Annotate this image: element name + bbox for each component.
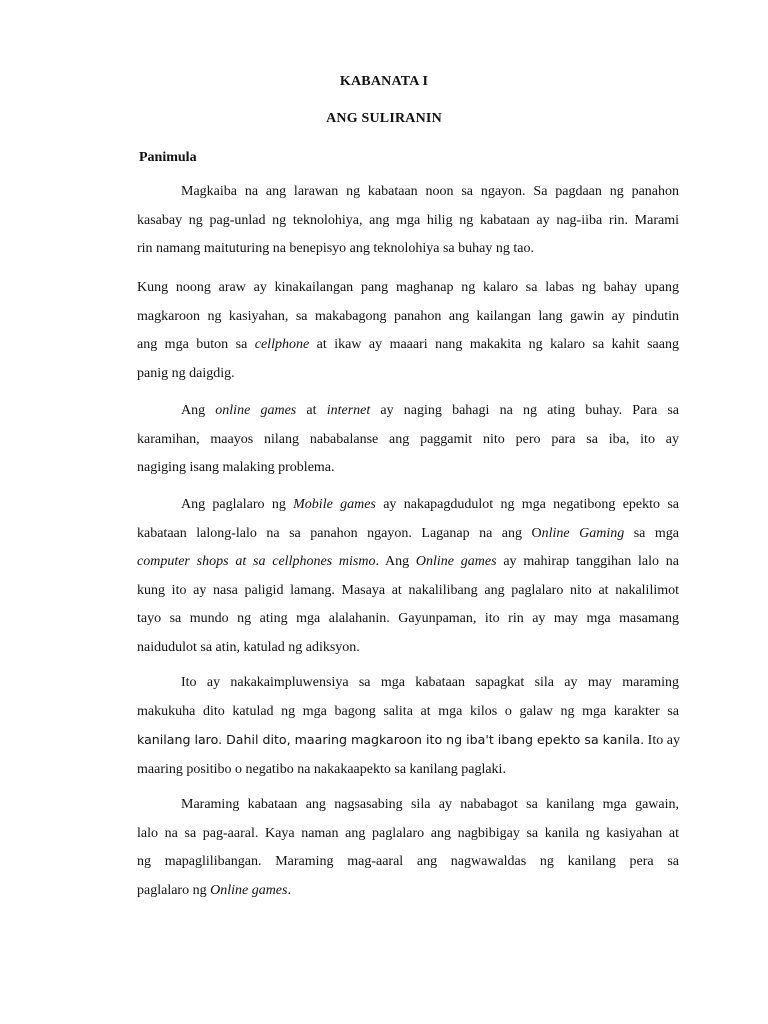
paragraph-line [137,726,679,756]
text-run: at ikaw ay maaari nang makakita ng kalaro sa kahit saang [309,337,679,352]
paragraph-line [137,491,679,520]
paragraph-line [137,331,679,360]
text-run: paglalaro ng [137,882,211,898]
text-run: kanilang laro. Dahil dito, maaring magkaroon ito ng iba't ibang epekto sa kanila. [137,732,645,747]
italic-text: computer shops at sa cellphones mismo [137,554,376,569]
paragraph-line [137,669,679,698]
text-run: sa mga [624,525,679,541]
text-run: lalo na sa pag-aaral. Kaya naman ang paglalaro ang nagbibigay sa kanila ng kasiyahan at [137,825,679,841]
text-run: rin namang maituturing na benepisyo ang teknolohiya sa buhay ng tao. [137,241,534,256]
paragraph-2 [137,274,679,388]
text-run: Kung noong araw ay kinakailangan pang maghanap ng kalaro sa labas ng bahay upang [137,280,679,295]
section-heading: Panimula [139,150,197,165]
italic-text: Mobile games [293,497,376,512]
paragraph-line [137,820,679,849]
text-run: ay mahirap tanggihan lalo na [496,554,679,569]
italic-text: nline Gaming [541,525,625,541]
paragraph-line [137,274,679,303]
italic-text: online games [215,403,297,418]
paragraph-line [137,848,679,877]
text-run: ay naging bahagi na ng ating buhay. Para sa [370,403,680,418]
text-run: naidudulot sa atin, katulad ng adiksyon. [137,639,360,655]
paragraph-line [137,577,679,606]
text-run: . Ang [375,554,416,569]
text-run: ng mapaglilibangan. Maraming mag-aaral ang nagwawaldas ng kanilang pera sa [137,854,679,869]
paragraph-line [137,634,679,663]
paragraph-line [137,548,679,577]
paragraph-line [137,303,679,332]
paragraph-line [137,791,679,820]
paragraph-line [137,698,679,727]
italic-text: Online games [210,882,288,898]
text-run: Ang paglalaro ng [181,497,294,512]
text-run: . [287,882,291,898]
paragraph-line [137,397,679,426]
paragraph-line [137,235,679,264]
text-run: Magkaiba na ang larawan ng kabataan noon sa ngayon. Sa pagdaan ng panahon [181,184,679,199]
text-run: panig ng daigdig. [137,365,235,381]
text-run: kabataan lalong-lalo na sa panahon ngayon. Laganap na ang O [137,525,542,541]
italic-text: cellphone [254,337,310,352]
text-run: Ito ay nakakaimpluwensiya sa mga kabataan sapagkat sila ay may maraming [181,675,679,690]
text-run: Ang [181,403,216,418]
text-run: maaring positibo o negatibo na nakakaapekto sa kanilang paglaki. [137,761,506,777]
paragraph-1 [137,178,679,264]
text-run: Maraming kabataan ang nagsasabing sila ay nababagot sa kanilang mga gawain, [181,797,679,812]
chapter-title: ANG SULIRANIN [326,111,442,126]
text-run: ang mga buton sa [137,337,255,352]
paragraph-line [137,605,679,634]
paragraph-4 [137,491,679,662]
paragraph-line [137,756,679,785]
text-run: kung ito ay nasa paligid lamang. Masaya at nakalilibang ang paglalaro nito at nakalilimot [137,582,679,598]
chapter-heading: KABANATA I [339,74,429,89]
text-run: at [296,403,327,418]
paragraph-5 [137,669,679,784]
paragraph-line [137,360,679,389]
paragraph-3 [137,397,679,483]
italic-text: internet [326,403,371,418]
text-run: kasabay ng pag-unlad ng teknolohiya, ang mga hilig ng kabataan ay nag-iiba rin. Marami [137,212,679,228]
text-run: makukuha dito katulad ng mga bagong salita at mga kilos o galaw ng mga karakter sa [137,703,679,719]
text-run: magkaroon ng kasiyahan, sa makabagong panahon ang kailangan lang gawin ay pindutin [137,308,679,324]
text-run: ay nakapagdudulot ng mga negatibong epekto sa [375,497,679,512]
paragraph-6 [137,791,679,905]
italic-text: Online games [415,554,497,569]
paragraph-line [137,454,679,483]
paragraph-line [137,877,679,906]
paragraph-line [137,520,679,549]
paragraph-line [137,426,679,455]
text-run: karamihan, maayos nilang nababalanse ang paggamit nito pero para sa iba, ito ay [137,431,679,447]
text-run: Ito ay [644,733,680,748]
text-run: nagiging isang malaking problema. [137,460,335,475]
text-run: tayo sa mundo ng ating mga alalahanin. Gayunpaman, ito rin ay may mga masamang [137,611,679,626]
paragraph-line [137,178,679,207]
paragraph-line [137,207,679,236]
